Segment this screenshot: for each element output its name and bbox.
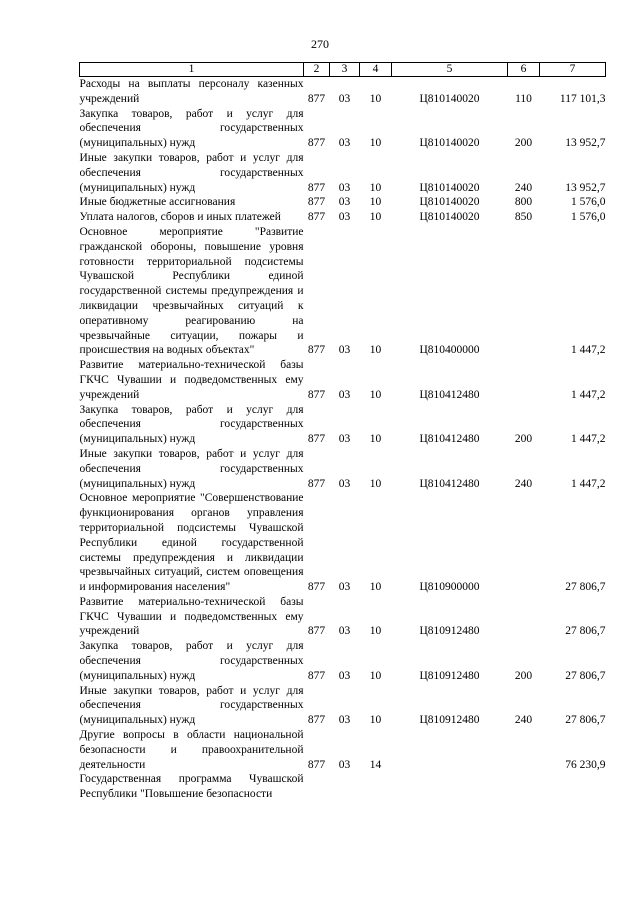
row-amount: 27 806,7 — [565, 669, 606, 682]
row-subsection-code: 10 — [369, 137, 382, 150]
row-amount: 1 576,0 — [571, 211, 606, 224]
table-row — [80, 447, 606, 491]
row-target-code: Ц810412480 — [419, 433, 480, 446]
row-amount: 1 447,2 — [571, 388, 606, 401]
row-subsection-code: 10 — [369, 477, 382, 490]
table-row — [80, 639, 606, 683]
row-subsection-code: 10 — [369, 211, 382, 224]
row-name: Закупка товаров, работ и услуг для обеспечения государственных (муниципальных) нужд — [79, 403, 304, 446]
header-col-2: 2 — [304, 63, 330, 77]
row-ministry-code: 877 — [307, 581, 326, 594]
row-name: Иные закупки товаров, работ и услуг для обеспечения государственных (муниципальных) нужд — [79, 447, 304, 490]
row-section-code: 03 — [338, 669, 351, 682]
row-amount: 76 230,9 — [565, 758, 606, 771]
row-section-code: 03 — [338, 433, 351, 446]
row-expense-type: 240 — [514, 181, 533, 194]
row-ministry-code: 877 — [307, 196, 326, 209]
row-expense-type: 200 — [514, 669, 533, 682]
table-body — [80, 77, 606, 803]
row-amount: 1 447,2 — [571, 433, 606, 446]
header-col-4: 4 — [360, 63, 392, 77]
row-target-code: Ц810140020 — [419, 137, 480, 150]
row-section-code: 03 — [338, 344, 351, 357]
row-ministry-code: 877 — [307, 137, 326, 150]
row-expense-type — [508, 728, 540, 772]
row-expense-type: 240 — [514, 477, 533, 490]
row-name: Иные бюджетные ассигнования — [79, 196, 236, 209]
row-ministry-code: 877 — [307, 344, 326, 357]
row-target-code: Ц810412480 — [419, 388, 480, 401]
row-subsection-code: 10 — [369, 196, 382, 209]
row-expense-type: 200 — [514, 433, 533, 446]
row-name: Иные закупки товаров, работ и услуг для обеспечения государственных (муниципальных) нужд — [79, 684, 304, 727]
row-expense-type — [508, 225, 540, 358]
row-subsection-code: 10 — [369, 344, 382, 357]
header-col-6: 6 — [508, 63, 540, 77]
row-subsection-code: 10 — [369, 181, 382, 194]
table-row — [80, 684, 606, 728]
row-section-code — [330, 772, 360, 802]
row-amount — [540, 772, 606, 802]
row-target-code — [392, 728, 508, 772]
row-expense-type: 110 — [515, 92, 532, 105]
row-name: Развитие материально-технической базы ГКЧС Чувашии и подведомственных ему учреждений — [79, 595, 304, 638]
row-ministry-code: 877 — [307, 669, 326, 682]
row-subsection-code: 10 — [369, 625, 382, 638]
row-target-code: Ц810912480 — [419, 625, 480, 638]
row-ministry-code: 877 — [307, 625, 326, 638]
row-amount: 1 576,0 — [571, 196, 606, 209]
header-col-5: 5 — [392, 63, 508, 77]
table-row — [80, 728, 606, 772]
row-section-code: 03 — [338, 477, 351, 490]
row-ministry-code: 877 — [307, 477, 326, 490]
row-expense-type — [508, 595, 540, 639]
row-section-code: 03 — [338, 388, 351, 401]
row-target-code: Ц810140020 — [419, 196, 480, 209]
row-ministry-code: 877 — [307, 211, 326, 224]
row-amount: 27 806,7 — [565, 714, 606, 727]
row-name: Закупка товаров, работ и услуг для обеспечения государственных (муниципальных) нужд — [79, 640, 304, 682]
row-target-code: Ц810900000 — [419, 581, 480, 594]
row-expense-type — [508, 772, 540, 802]
table-row — [80, 151, 606, 195]
row-expense-type: 800 — [514, 196, 533, 209]
table-row — [80, 772, 606, 802]
row-name: Другие вопросы в области национальной безопасности и правоохранительной деятельности — [79, 729, 304, 771]
row-amount: 117 101,3 — [559, 92, 606, 105]
row-section-code: 03 — [338, 714, 351, 727]
row-section-code: 03 — [338, 625, 351, 638]
row-section-code: 03 — [338, 92, 351, 105]
row-expense-type — [508, 491, 540, 595]
row-amount: 27 806,7 — [565, 625, 606, 638]
row-section-code: 03 — [338, 581, 351, 594]
row-name: Закупка товаров, работ и услуг для обеспечения государственных (муниципальных) нужд — [79, 107, 304, 150]
row-target-code: Ц810140020 — [419, 181, 480, 194]
row-ministry-code: 877 — [307, 758, 326, 771]
row-name: Государственная программа Чувашской Республики "Повышение безопасности — [79, 773, 304, 801]
row-name: Развитие материально-технической базы ГКЧС Чувашии и подведомственных ему учреждений — [79, 359, 304, 401]
header-col-3: 3 — [330, 63, 360, 77]
row-expense-type: 200 — [514, 137, 533, 150]
table-row — [80, 403, 606, 447]
row-ministry-code: 877 — [307, 433, 326, 446]
row-target-code: Ц810400000 — [419, 344, 480, 357]
row-target-code: Ц810912480 — [419, 669, 480, 682]
row-name: Уплата налогов, сборов и иных платежей — [79, 211, 281, 224]
row-subsection-code: 14 — [369, 758, 382, 771]
row-target-code: Ц810140020 — [419, 92, 480, 105]
row-expense-type: 240 — [514, 714, 533, 727]
row-target-code: Ц810912480 — [419, 714, 480, 727]
table-row — [80, 358, 606, 402]
row-target-code — [392, 772, 508, 802]
row-amount: 13 952,7 — [565, 137, 606, 150]
row-section-code: 03 — [338, 196, 351, 209]
table-row — [80, 210, 606, 225]
row-ministry-code — [304, 772, 330, 802]
row-ministry-code: 877 — [307, 388, 326, 401]
row-subsection-code: 10 — [369, 388, 382, 401]
budget-table — [79, 62, 606, 802]
header-col-7: 7 — [540, 63, 606, 77]
row-amount: 13 952,7 — [565, 181, 606, 194]
table-row — [80, 77, 606, 107]
row-subsection-code: 10 — [369, 669, 382, 682]
row-expense-type — [508, 358, 540, 402]
row-amount: 1 447,2 — [571, 477, 606, 490]
header-col-1: 1 — [80, 63, 304, 77]
row-amount: 1 447,2 — [571, 344, 606, 357]
row-name: Расходы на выплаты персоналу казенных учреждений — [79, 78, 304, 105]
page-number: 270 — [311, 37, 329, 51]
row-name: Основное мероприятие "Развитие гражданской обороны, повышение уровня готовности территориальной подсистемы Чувашской Республики единой государственной системы предупреждения и ликвидации чрезвычайных ситуаций к оперативному реагированию на чрезвычайные ситуации, пожары и происшествия на водных объектах" — [79, 225, 304, 357]
table-row — [80, 195, 606, 210]
row-section-code: 03 — [338, 181, 351, 194]
row-subsection-code: 10 — [369, 581, 382, 594]
row-ministry-code: 877 — [307, 714, 326, 727]
row-subsection-code: 10 — [369, 714, 382, 727]
row-amount: 27 806,7 — [565, 581, 606, 594]
row-target-code: Ц810140020 — [419, 211, 480, 224]
row-section-code: 03 — [338, 758, 351, 771]
row-subsection-code: 10 — [369, 433, 382, 446]
row-subsection-code: 10 — [369, 92, 382, 105]
table-row — [80, 107, 606, 151]
row-name: Иные закупки товаров, работ и услуг для обеспечения государственных (муниципальных) нужд — [79, 151, 304, 194]
row-section-code: 03 — [338, 211, 351, 224]
row-name: Основное мероприятие "Совершенствование функционирования органов управления территориальной подсистемы Чувашской Республики единой государственной системы предупреждения и ликвидации чрезвычайных ситуаций, систем оповещения и информирования населения" — [79, 492, 304, 594]
table-row — [80, 491, 606, 595]
row-target-code: Ц810412480 — [419, 477, 480, 490]
row-section-code: 03 — [338, 137, 351, 150]
table-row — [80, 595, 606, 639]
table-header-row — [80, 63, 606, 77]
row-expense-type: 850 — [514, 211, 533, 224]
row-subsection-code — [360, 772, 392, 802]
row-ministry-code: 877 — [307, 181, 326, 194]
row-ministry-code: 877 — [307, 92, 326, 105]
table-row — [80, 225, 606, 358]
